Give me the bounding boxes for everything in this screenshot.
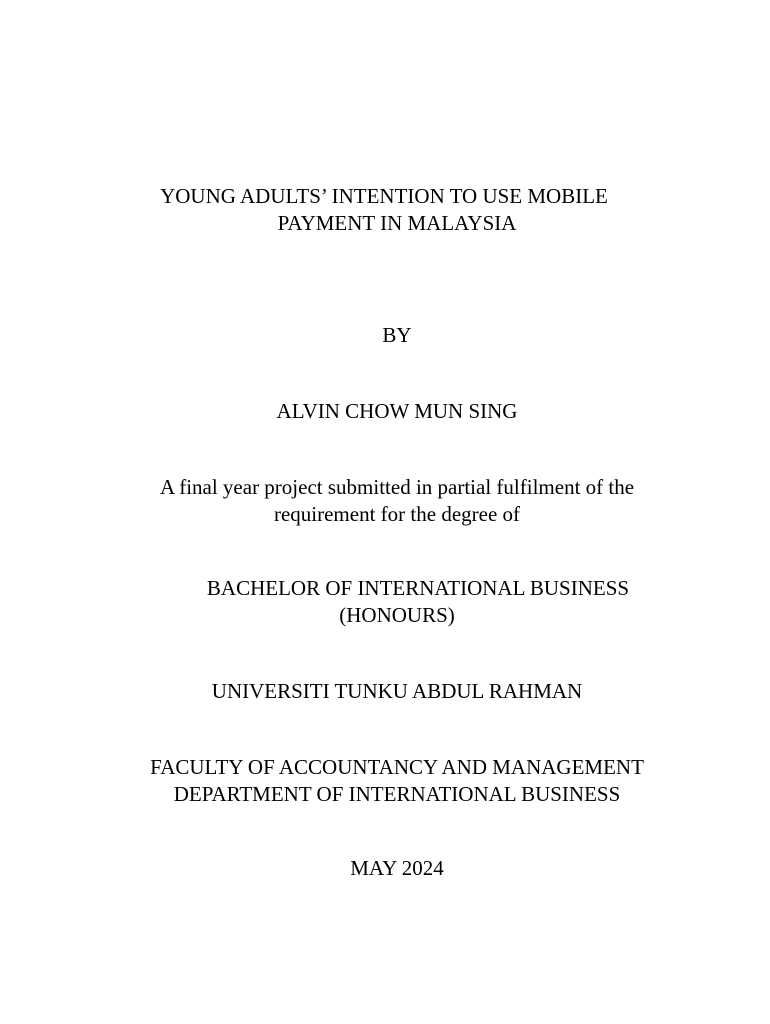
author-name: ALVIN CHOW MUN SING <box>276 399 518 423</box>
degree-line-2: (HONOURS) <box>339 603 455 627</box>
thesis-title-line-1: YOUNG ADULTS’ INTENTION TO USE MOBILE <box>160 184 608 208</box>
university-name: UNIVERSITI TUNKU ABDUL RAHMAN <box>211 679 583 703</box>
degree-line-1: BACHELOR OF INTERNATIONAL BUSINESS <box>206 576 630 600</box>
submission-line-2: requirement for the degree of <box>273 502 521 526</box>
submission-date: MAY 2024 <box>350 856 444 880</box>
faculty-name: FACULTY OF ACCOUNTANCY AND MANAGEMENT <box>150 755 644 779</box>
thesis-title-line-2: PAYMENT IN MALAYSIA <box>277 211 517 235</box>
department-name: DEPARTMENT OF INTERNATIONAL BUSINESS <box>173 782 621 806</box>
submission-line-1: A final year project submitted in partial fulfilment of the <box>159 475 635 499</box>
by-label: BY <box>382 323 412 347</box>
